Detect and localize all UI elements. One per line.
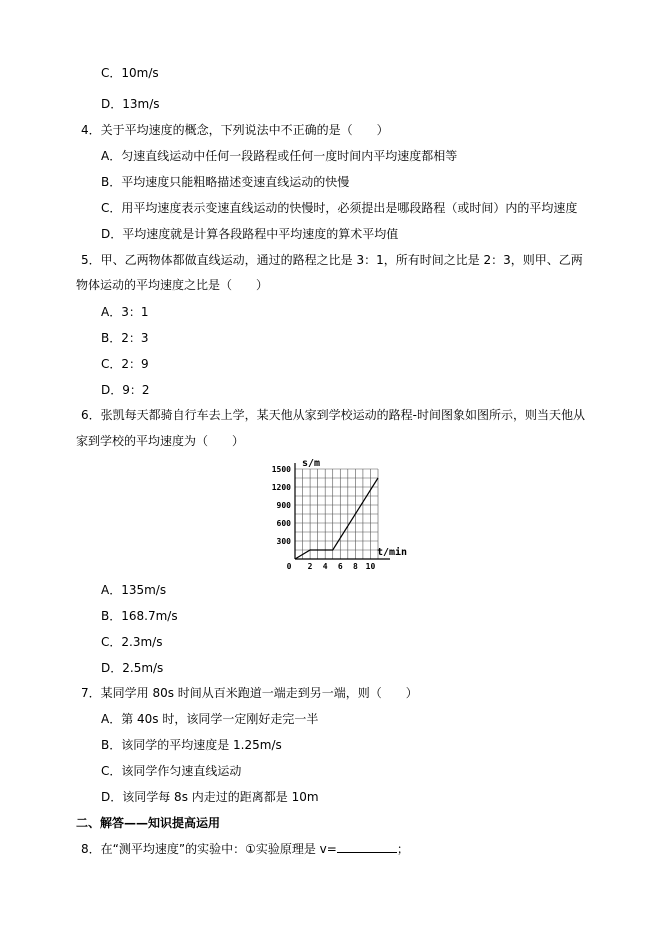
x-tick-label: 6 — [337, 562, 343, 571]
option-6c: C．2.3m/s — [101, 635, 163, 649]
y-tick-label: 1500 — [271, 465, 291, 474]
option-5c: C．2：9 — [101, 357, 149, 371]
y-axis-label: s/m — [301, 458, 321, 469]
y-tick-label: 900 — [276, 501, 291, 510]
option-4b: B．平均速度只能粗略描述变速直线运动的快慢 — [101, 175, 350, 189]
question-8-end: ； — [396, 842, 409, 856]
option-6a: A．135m/s — [101, 583, 167, 597]
section-heading: 二、解答——知识提高运用 — [76, 816, 221, 830]
x-tick-label: 0 — [286, 562, 292, 571]
option-5d: D．9：2 — [101, 383, 150, 397]
y-tick-label: 1200 — [271, 483, 291, 492]
x-tick-label: 8 — [352, 562, 358, 571]
question-4: 4．关于平均速度的概念，下列说法中不正确的是（ ） — [81, 123, 389, 137]
series-line — [295, 478, 378, 559]
answer-blank — [337, 841, 397, 853]
question-8 — [81, 841, 409, 857]
option-4d: D．平均速度就是计算各段路程中平均速度的算术平均值 — [101, 227, 399, 241]
question-6-cont: 家到学校的平均速度为（ ） — [76, 434, 245, 448]
option-7d: D．该同学每 8s 内走过的距离都是 10m — [101, 790, 319, 804]
x-tick-label: 2 — [307, 562, 313, 571]
question-8-text: 8．在“测平均速度”的实验中：①实验原理是 v= — [81, 842, 337, 856]
option-5a: A．3：1 — [101, 305, 149, 319]
option-5b: B．2：3 — [101, 331, 149, 345]
distance-time-graph — [265, 455, 423, 573]
option-7a: A．第 40s 时，该同学一定刚好走完一半 — [101, 712, 319, 726]
x-axis-label: t/min — [376, 547, 408, 558]
option-7c: C．该同学作匀速直线运动 — [101, 764, 242, 778]
question-5-cont: 物体运动的平均速度之比是（ ） — [76, 278, 269, 292]
y-tick-label: 300 — [276, 537, 291, 546]
option-3c: C．10m/s — [101, 66, 159, 80]
option-7b: B．该同学的平均速度是 1.25m/s — [101, 738, 282, 752]
graph-svg — [265, 455, 423, 573]
x-tick-label: 4 — [322, 562, 328, 571]
option-4a: A．匀速直线运动中任何一段路程或任何一度时间内平均速度都相等 — [101, 149, 458, 163]
option-6d: D．2.5m/s — [101, 661, 164, 675]
question-7: 7．某同学用 80s 时间从百米跑道一端走到另一端，则（ ） — [81, 686, 418, 700]
option-3d: D．13m/s — [101, 97, 160, 111]
y-tick-label: 600 — [276, 519, 291, 528]
option-6b: B．168.7m/s — [101, 609, 178, 623]
x-tick-label: 10 — [365, 562, 376, 571]
option-4c: C．用平均速度表示变速直线运动的快慢时，必须提出是哪段路程（或时间）内的平均速度 — [101, 201, 578, 215]
question-5: 5．甲、乙两物体都做直线运动，通过的路程之比是 3：1，所有时间之比是 2：3，则甲、乙两 — [81, 253, 583, 267]
question-6: 6．张凯每天都骑自行车去上学，某天他从家到学校运动的路程-时间图象如图所示，则当天他从 — [81, 408, 585, 422]
